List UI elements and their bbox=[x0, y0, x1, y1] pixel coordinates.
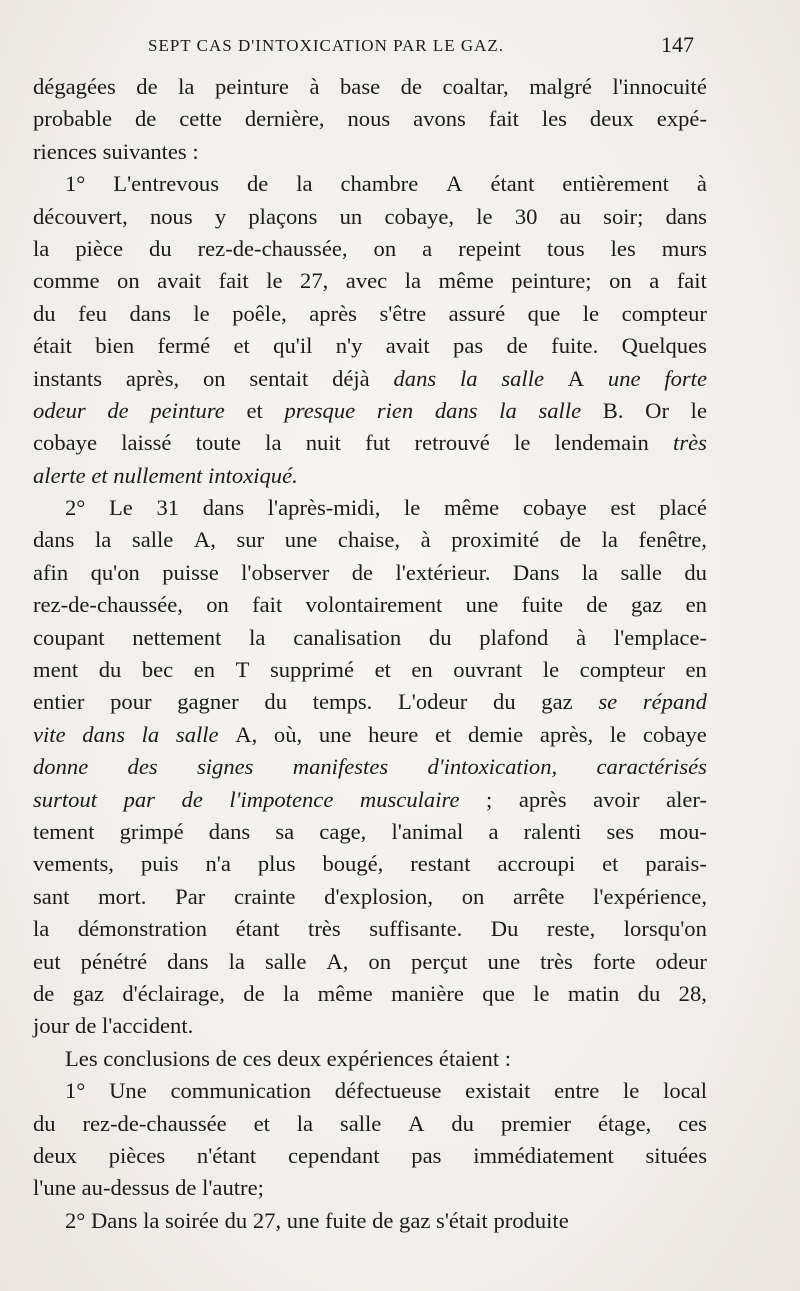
paragraph bbox=[33, 1205, 707, 1237]
text-line: probable de cette dernière, nous avons fait les deux expé- bbox=[33, 106, 707, 132]
text-line: la démonstration étant très suffisante. Du reste, lorsqu'on bbox=[33, 916, 707, 942]
paragraph bbox=[33, 168, 707, 492]
page-number: 147 bbox=[661, 32, 694, 57]
text-line: 1° Une communication défectueuse existait entre le local bbox=[65, 1078, 707, 1104]
text-line: comme on avait fait le 27, avec la même peinture; on a fait bbox=[33, 268, 707, 294]
text-line: afin qu'on puisse l'observer de l'extérieur. Dans la salle du bbox=[33, 559, 707, 585]
text-line: 2° Le 31 dans l'après-midi, le même cobaye est placé bbox=[65, 495, 707, 521]
text-line: était bien fermé et qu'il n'y avait pas de fuite. Quelques bbox=[33, 333, 707, 359]
text-line: vite dans la salle A, où, une heure et demie après, le cobaye bbox=[33, 721, 707, 747]
text-line: vements, puis n'a plus bougé, restant accroupi et parais- bbox=[33, 851, 707, 877]
text-line: deux pièces n'étant cependant pas immédiatement situées bbox=[33, 1142, 707, 1168]
text-line: riences suivantes : bbox=[33, 138, 199, 164]
text-line: 2° Dans la soirée du 27, une fuite de gaz s'était produite bbox=[65, 1207, 569, 1233]
page-header bbox=[148, 32, 694, 62]
text-line: cobaye laissé toute la nuit fut retrouvé le lendemain très bbox=[33, 430, 707, 456]
text-line: du feu dans le poêle, après s'être assuré que le compteur bbox=[33, 300, 707, 326]
body-text bbox=[33, 71, 707, 1237]
text-line: découvert, nous y plaçons un cobaye, le 30 au soir; dans bbox=[33, 203, 707, 229]
text-line: eut pénétré dans la salle A, on perçut une très forte odeur bbox=[33, 948, 707, 974]
text-line: instants après, on sentait déjà dans la salle A une forte bbox=[33, 365, 707, 391]
text-line: dégagées de la peinture à base de coaltar, malgré l'innocuité bbox=[33, 74, 707, 99]
text-line: odeur de peinture et presque rien dans la salle B. Or le bbox=[33, 397, 707, 423]
paragraph bbox=[33, 492, 707, 1043]
text-line: entier pour gagner du temps. L'odeur du gaz se répand bbox=[33, 689, 707, 715]
text-line: jour de l'accident. bbox=[33, 1013, 194, 1039]
text-line: sant mort. Par crainte d'explosion, on arrête l'expérience, bbox=[33, 883, 707, 909]
text-line: l'une au-dessus de l'autre; bbox=[33, 1175, 264, 1201]
text-line: la pièce du rez-de-chaussée, on a repeint tous les murs bbox=[33, 235, 707, 261]
paragraph bbox=[33, 1075, 707, 1205]
text-line: Les conclusions de ces deux expériences étaient : bbox=[65, 1045, 512, 1071]
text-line: ment du bec en T supprimé et en ouvrant le compteur en bbox=[33, 657, 707, 683]
text-line: rez-de-chaussée, on fait volontairement une fuite de gaz en bbox=[33, 592, 707, 618]
text-line: dans la salle A, sur une chaise, à proximité de la fenêtre, bbox=[33, 527, 707, 553]
text-line: surtout par de l'impotence musculaire ; après avoir aler- bbox=[33, 786, 707, 812]
paragraph bbox=[33, 71, 707, 168]
text-line: de gaz d'éclairage, de la même manière que le matin du 28, bbox=[33, 980, 707, 1006]
text-line: coupant nettement la canalisation du plafond à l'emplace- bbox=[33, 624, 707, 650]
running-head: SEPT CAS D'INTOXICATION PAR LE GAZ. bbox=[148, 36, 505, 55]
text-line: du rez-de-chaussée et la salle A du premier étage, ces bbox=[33, 1110, 707, 1136]
text-line: donne des signes manifestes d'intoxication, caractérisés bbox=[33, 754, 707, 780]
paragraph bbox=[33, 1043, 707, 1075]
text-line: 1° L'entrevous de la chambre A étant entièrement à bbox=[65, 171, 707, 197]
text-line: tement grimpé dans sa cage, l'animal a ralenti ses mou- bbox=[33, 818, 707, 844]
text-line: alerte et nullement intoxiqué. bbox=[33, 462, 298, 488]
